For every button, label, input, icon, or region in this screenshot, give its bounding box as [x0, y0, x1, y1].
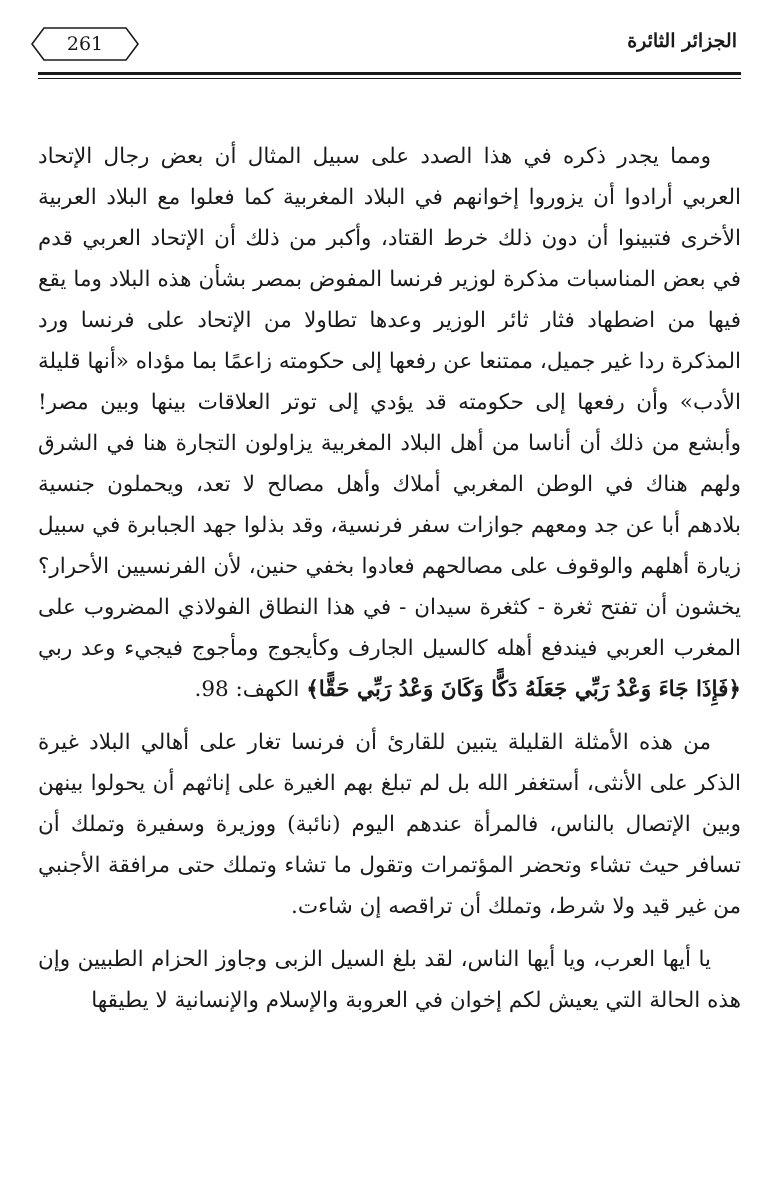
page-number-frame — [30, 26, 140, 62]
paragraph-1 — [38, 136, 741, 710]
quran-citation: الكهف: 98. — [194, 677, 300, 702]
running-title: الجزائر الثائرة — [627, 30, 737, 52]
page-number: 261 — [66, 33, 104, 55]
quran-quote: ﴿فَإِذَا جَاءَ وَعْدُ رَبِّي جَعَلَهُ دَكًّا وَكَانَ وَعْدُ رَبِّي حَقًّا﴾ — [306, 677, 741, 702]
header-rule-thick — [38, 72, 741, 75]
paragraph-1-text: ومما يجدر ذكره في هذا الصدد على سبيل المثال أن بعض رجال الإتحاد العربي أرادوا أن يزوروا إخوانهم في البلاد المغربية كما فعلوا مع البلاد العربية الأخرى فتبينوا أن دون ذلك خرط القتاد، وأكبر من ذلك أن الإتحاد العربي قدم في بعض المناسبات مذكرة لوزير فرنسا المفوض بمصر بشأن هذه البلاد وما يقع فيها من اضطهاد فثار ثائر الوزير وعدها تطاولا من الإتحاد على فرنسا ورد المذكرة ردا غير جميل، ممتنعا عن رفعها إلى حكومته زاعمًا بما مؤداه «أنها قليلة الأدب» وأن رفعها إلى حكومته قد يؤدي إلى توتر العلاقات بينها وبين مصر! وأبشع من ذلك أن أناسا من أهل البلاد المغربية يزاولون التجارة هنا في الشرق ولهم هناك في الوطن المغربي أملاك وأهل مصالح لا تعد، ويحملون جنسية بلادهم أبا عن جد ومعهم جوازات سفر فرنسية، وقد بذلوا جهد الجبابرة في سبيل زيارة أهلهم والوقوف على مصالحهم فعادوا بخفي حنين، لأن الفرنسيين الأحرار؟ يخشون أن تفتح ثغرة - كثغرة سيدان - في هذا النطاق الفولاذي المضروب على المغرب العربي فيندفع أهله كالسيل الجارف وكأيجوج ومأجوج فيجيء وعد ربي — [38, 144, 741, 661]
body-text — [38, 136, 741, 1021]
header-rule-thin — [38, 78, 741, 79]
paragraph-3: يا أيها العرب، ويا أيها الناس، لقد بلغ السيل الزبى وجاوز الحزام الطبيين وإن هذه الحالة التي يعيش لكم إخوان في العروبة والإسلام والإنسانية لا يطيقها — [38, 947, 741, 1013]
paragraph-2: من هذه الأمثلة القليلة يتبين للقارئ أن فرنسا تغار على أهالي البلاد غيرة الذكر على الأنثى، أستغفر الله بل لم تبلغ بهم الغيرة على إناثهم أن يحولوا بينهن وبين الإتصال بالناس، فالمرأة عندهم اليوم (نائبة) ووزيرة وسفيرة وتملك أن تسافر حيث تشاء وتحضر المؤتمرات وتقول ما تشاء وتملك حتى مرافقة الأجنبي من غير قيد ولا شرط، وتملك أن تراقصه إن شاءت. — [38, 730, 741, 919]
